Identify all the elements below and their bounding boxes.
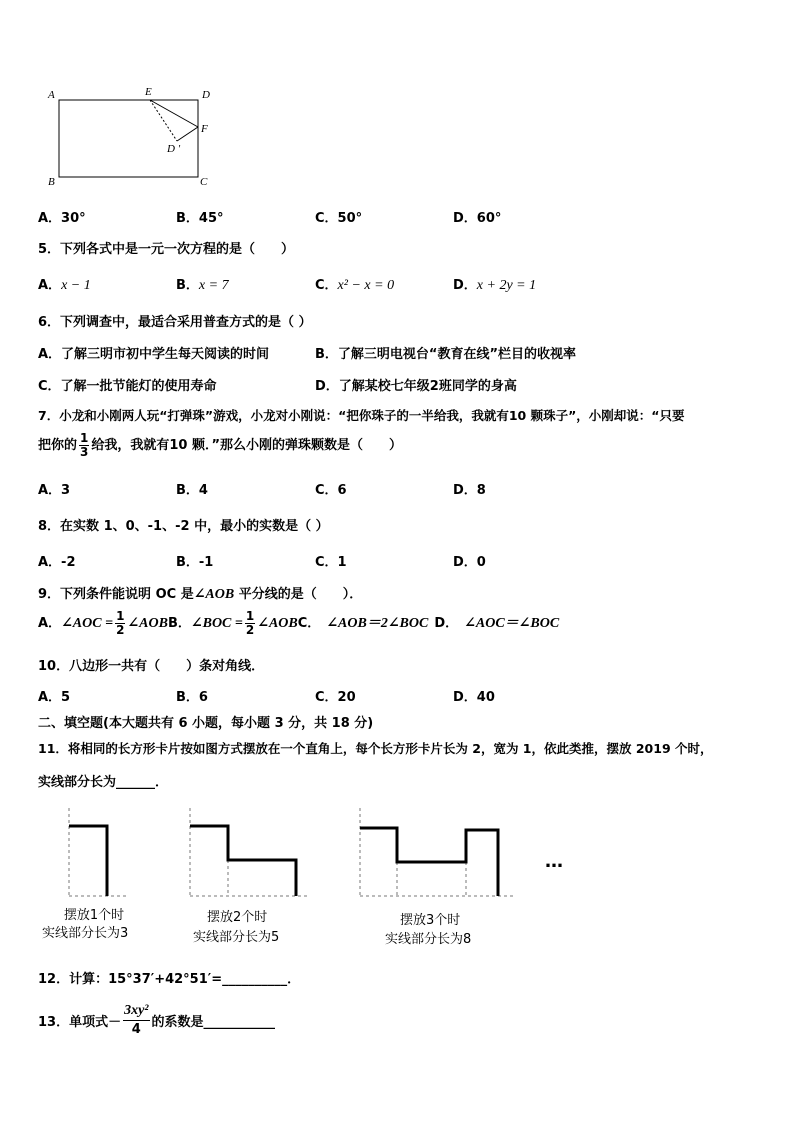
q5-option-d[interactable] — [453, 274, 536, 294]
q4-option-d[interactable]: D．60° — [453, 211, 502, 226]
q11-line2: 实线部分长为______． — [38, 775, 169, 790]
card-figure-3 — [346, 808, 526, 900]
q10-option-b[interactable]: B．6 — [176, 690, 208, 705]
q9-option-b-letter: B． — [167, 616, 191, 631]
q9-option-b-lhs: ∠BOC = — [190, 616, 243, 631]
q8-option-a[interactable]: A．-2 — [38, 555, 76, 570]
q5-option-a-expr: x − 1 — [61, 278, 91, 293]
q9-option-a-letter: A． — [38, 616, 62, 631]
q4-option-b[interactable]: B．45° — [176, 211, 224, 226]
q9-b-half-num: 1 — [245, 609, 255, 623]
q9-option-d[interactable] — [434, 616, 559, 631]
q5-option-b[interactable] — [176, 274, 229, 294]
q11-caption-1-l1: 摆放1个时 — [63, 908, 125, 923]
rectangle-fold-figure — [40, 84, 220, 190]
q5-option-c-letter: C． — [315, 278, 338, 293]
q9-option-a-half — [115, 610, 125, 637]
q6-option-a[interactable]: A．了解三明市初中学生每天阅读的时间 — [38, 347, 270, 362]
q13-text — [38, 1002, 275, 1039]
q8-stem: 8．在实数 1、0、-1、-2 中，最小的实数是（ ） — [38, 519, 329, 534]
q6-option-d[interactable]: D．了解某校七年级2班同学的身高 — [315, 379, 517, 394]
q9-option-a[interactable] — [38, 609, 168, 637]
q7-line2-post: 给我，我就有10 颗．”那么小刚的弹珠颗数是（ ） — [91, 438, 403, 453]
q5-option-c[interactable] — [315, 274, 394, 294]
q7-frac-num: 1 — [80, 431, 89, 445]
q9-option-b-rhs: ∠AOB — [257, 616, 298, 631]
q5-option-d-expr: x + 2y = 1 — [476, 278, 537, 293]
q6-stem: 6．下列调查中，最适合采用普查方式的是（ ） — [38, 315, 312, 330]
q5-option-b-letter: B． — [176, 278, 199, 293]
q5-option-a[interactable] — [38, 274, 91, 294]
q6-option-c[interactable]: C．了解一批节能灯的使用寿命 — [38, 379, 217, 394]
q9-option-d-letter: D． — [434, 616, 459, 631]
q9-a-half-den: 2 — [116, 623, 125, 637]
q7-frac-den: 3 — [80, 445, 89, 459]
q13-fraction — [123, 1002, 149, 1039]
q5-option-a-letter: A． — [38, 278, 62, 293]
rectangle-abcd — [59, 100, 198, 177]
label-e: E — [145, 86, 152, 98]
q9-stem-post: 平分线的是（ ）． — [234, 587, 363, 602]
q13-frac-num: 3xy² — [123, 1002, 149, 1021]
q7-line2 — [38, 432, 402, 459]
q9-option-c-letter: C． — [297, 616, 321, 631]
q13-frac-den: 4 — [131, 1022, 141, 1037]
q13-pre: 13．单项式－ — [38, 1015, 122, 1030]
label-d: D — [202, 89, 210, 101]
q11-caption-2-l1: 摆放2个时 — [207, 910, 268, 925]
label-a: A — [48, 89, 55, 101]
q7-option-a[interactable]: A．3 — [38, 483, 71, 498]
label-f: F — [201, 123, 208, 135]
q8-option-c[interactable]: C．1 — [315, 555, 347, 570]
label-c: C — [200, 176, 208, 188]
q7-option-b[interactable]: B．4 — [176, 483, 208, 498]
q9-option-d-expr: ∠AOC＝∠BOC — [464, 616, 560, 631]
q11-caption-2-l2: 实线部分长为5 — [193, 930, 280, 945]
q11-caption-3-l2: 实线部分长为8 — [385, 932, 472, 947]
card-figure-2 — [176, 808, 316, 900]
q7-line1: 7．小龙和小刚两人玩“打弹珠”游戏，小龙对小刚说：“把你珠子的一半给我，我就有10 颗珠子”，小刚却说：“只要 — [38, 408, 685, 423]
q10-stem: 10．八边形一共有（ ）条对角线． — [38, 659, 265, 674]
q8-option-d[interactable]: D．0 — [453, 555, 486, 570]
q9-stem-angle: ∠AOB — [193, 587, 235, 602]
q5-option-b-expr: x = 7 — [198, 278, 229, 293]
q11-caption-3-l1: 摆放3个时 — [400, 913, 461, 928]
fold-line-fd-prime — [177, 127, 198, 141]
q9-stem-pre: 9．下列条件能说明 OC 是 — [38, 587, 194, 602]
q10-option-c[interactable]: C．20 — [315, 690, 356, 705]
q10-option-a[interactable]: A．5 — [38, 690, 71, 705]
fold-line-ef — [150, 100, 198, 127]
q10-option-d[interactable]: D．40 — [453, 690, 495, 705]
solid-line-3 — [360, 828, 498, 896]
solid-line-2 — [190, 826, 296, 896]
q9-a-half-num: 1 — [116, 609, 125, 623]
q7-option-c[interactable]: C．6 — [315, 483, 347, 498]
q9-stem — [38, 583, 362, 603]
q9-option-a-rhs: ∠AOB — [127, 616, 168, 631]
q12-text: 12．计算：15°37′+42°51′=__________． — [38, 972, 301, 987]
q9-option-c[interactable] — [298, 616, 429, 631]
q11-line1: 11．将相同的长方形卡片按如图方式摆放在一个直角上，每个长方形卡片长为 2，宽为 1，依此类推，摆放 2019 个时， — [38, 741, 713, 756]
q7-option-d[interactable]: D．8 — [453, 483, 486, 498]
q7-fraction — [79, 432, 89, 459]
q6-option-b[interactable]: B．了解三明电视台“教育在线”栏目的收视率 — [315, 347, 576, 362]
section-2-heading: 二、填空题(本大题共有 6 小题，每小题 3 分，共 18 分) — [38, 716, 374, 731]
q4-option-c[interactable]: C．50° — [315, 211, 363, 226]
q11-caption-1-l2: 实线部分长为3 — [42, 926, 129, 941]
q5-option-c-expr: x² − x = 0 — [337, 278, 395, 293]
solid-line-1 — [69, 826, 107, 896]
q11-ellipsis: … — [545, 851, 563, 872]
q9-b-half-den: 2 — [245, 623, 255, 637]
q9-option-a-lhs: ∠AOC = — [61, 616, 114, 631]
q9-option-b[interactable] — [167, 609, 298, 637]
q5-stem: 5．下列各式中是一元一次方程的是（ ） — [38, 242, 295, 257]
q9-options-row — [38, 610, 559, 637]
q9-option-b-half — [245, 610, 255, 637]
q9-option-c-expr: ∠AOB＝2∠BOC — [326, 616, 429, 631]
label-b: B — [48, 176, 55, 188]
q8-option-b[interactable]: B．-1 — [176, 555, 214, 570]
q4-option-a[interactable]: A．30° — [38, 211, 86, 226]
label-d-prime: D ′ — [167, 143, 181, 155]
fold-line-ed-prime — [150, 100, 177, 141]
q5-option-d-letter: D． — [453, 278, 477, 293]
q13-post: 的系数是___________ — [151, 1015, 276, 1030]
q7-line2-pre: 把你的 — [38, 438, 78, 453]
card-figure-1 — [55, 808, 135, 900]
